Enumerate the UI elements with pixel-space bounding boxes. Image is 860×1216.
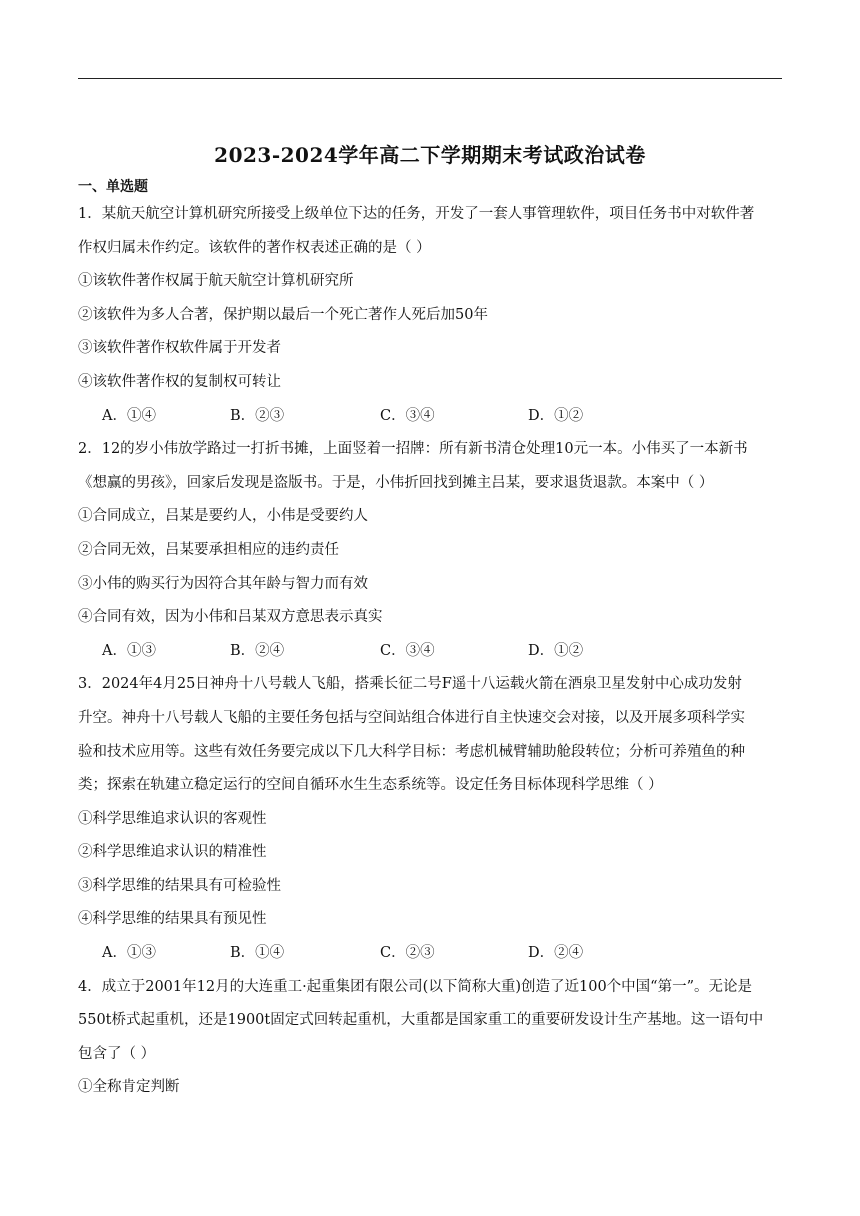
- choice-a[interactable]: A．①③: [102, 642, 156, 659]
- question-4: [78, 971, 782, 1105]
- choice-c[interactable]: C．③④: [380, 642, 435, 659]
- question-stem-line: 包含了（ ）: [78, 1045, 156, 1062]
- answer-choices: [78, 635, 782, 669]
- statement-option: ③小伟的购买行为因符合其年龄与智力而有效: [78, 575, 368, 592]
- question-stem-line: 4．成立于2001年12月的大连重工·起重集团有限公司(以下简称大重)创造了近100个中国“第一”。无论是: [78, 978, 752, 995]
- statement-option: ①该软件著作权属于航天航空计算机研究所: [78, 273, 354, 290]
- statement-option: ①科学思维追求认识的客观性: [78, 810, 267, 827]
- statement-option: ③该软件著作权软件属于开发者: [78, 340, 281, 357]
- statement-option: ①全称肯定判断: [78, 1079, 180, 1096]
- choice-b[interactable]: B．②④: [230, 642, 285, 659]
- choice-a[interactable]: A．①④: [102, 407, 156, 424]
- section-heading: 一、单选题: [78, 179, 148, 195]
- question-list: [78, 198, 782, 1105]
- choice-d[interactable]: D．①②: [528, 407, 584, 424]
- question-stem-line: 2．12的岁小伟放学路过一打折书摊，上面竖着一招牌：所有新书清仓处理10元一本。小伟买了一本新书: [78, 441, 748, 458]
- statement-option: ①合同成立，吕某是要约人，小伟是受要约人: [78, 508, 368, 525]
- answer-choices: [78, 400, 782, 434]
- question-stem-line: 1．某航天航空计算机研究所接受上级单位下达的任务，开发了一套人事管理软件，项目任务书中对软件著: [78, 206, 755, 222]
- question-2: [78, 433, 782, 668]
- question-stem-line: 类；探索在轨建立稳定运行的空间自循环水生生态系统等。设定任务目标体现科学思维（ ）: [78, 777, 663, 794]
- question-stem-line: 升空。神舟十八号载人飞船的主要任务包括与空间站组合体进行自主快速交会对接，以及开展多项科学实: [78, 709, 745, 726]
- choice-b[interactable]: B．②③: [230, 407, 285, 424]
- statement-option: ④科学思维的结果具有预见性: [78, 911, 267, 928]
- statement-option: ③科学思维的结果具有可检验性: [78, 877, 281, 894]
- choice-c[interactable]: C．②③: [380, 945, 435, 962]
- question-stem-line: 550t桥式起重机，还是1900t固定式回转起重机，大重都是国家重工的重要研发设计生产基地。这一语句中: [78, 1012, 764, 1029]
- choice-b[interactable]: B．①④: [230, 945, 285, 962]
- statement-option: ②科学思维追求认识的精准性: [78, 844, 267, 861]
- statement-option: ④合同有效，因为小伟和吕某双方意思表示真实: [78, 609, 383, 626]
- choice-d[interactable]: D．①②: [528, 642, 584, 659]
- statement-option: ②合同无效，吕某要承担相应的违约责任: [78, 541, 339, 558]
- page-title: 2023-2024学年高二下学期期末考试政治试卷: [214, 143, 646, 167]
- question-stem-line: 验和技术应用等。这些有效任务要完成以下几大科学目标：考虑机械臂辅助舱段转位；分析可养殖鱼的种: [78, 743, 745, 760]
- statement-option: ④该软件著作权的复制权可转让: [78, 373, 281, 390]
- choice-a[interactable]: A．①③: [102, 945, 156, 962]
- choice-d[interactable]: D．②④: [528, 945, 584, 962]
- statement-option: ②该软件为多人合著，保护期以最后一个死亡著作人死后加50年: [78, 306, 488, 323]
- choice-c[interactable]: C．③④: [380, 407, 435, 424]
- question-stem-line: 3．2024年4月25日神舟十八号载人飞船，搭乘长征二号F遥十八运载火箭在酒泉卫星发射中心成功发射: [78, 676, 742, 693]
- question-stem-line: 作权归属未作约定。该软件的著作权表述正确的是（ ）: [78, 239, 431, 256]
- question-3: [78, 668, 782, 970]
- question-stem-line: 《想赢的男孩》，回家后发现是盗版书。于是，小伟折回找到摊主吕某，要求退货退款。本案中（ ）: [78, 474, 714, 491]
- header-rule: [78, 78, 782, 79]
- question-1: [78, 198, 782, 433]
- answer-choices: [78, 937, 782, 971]
